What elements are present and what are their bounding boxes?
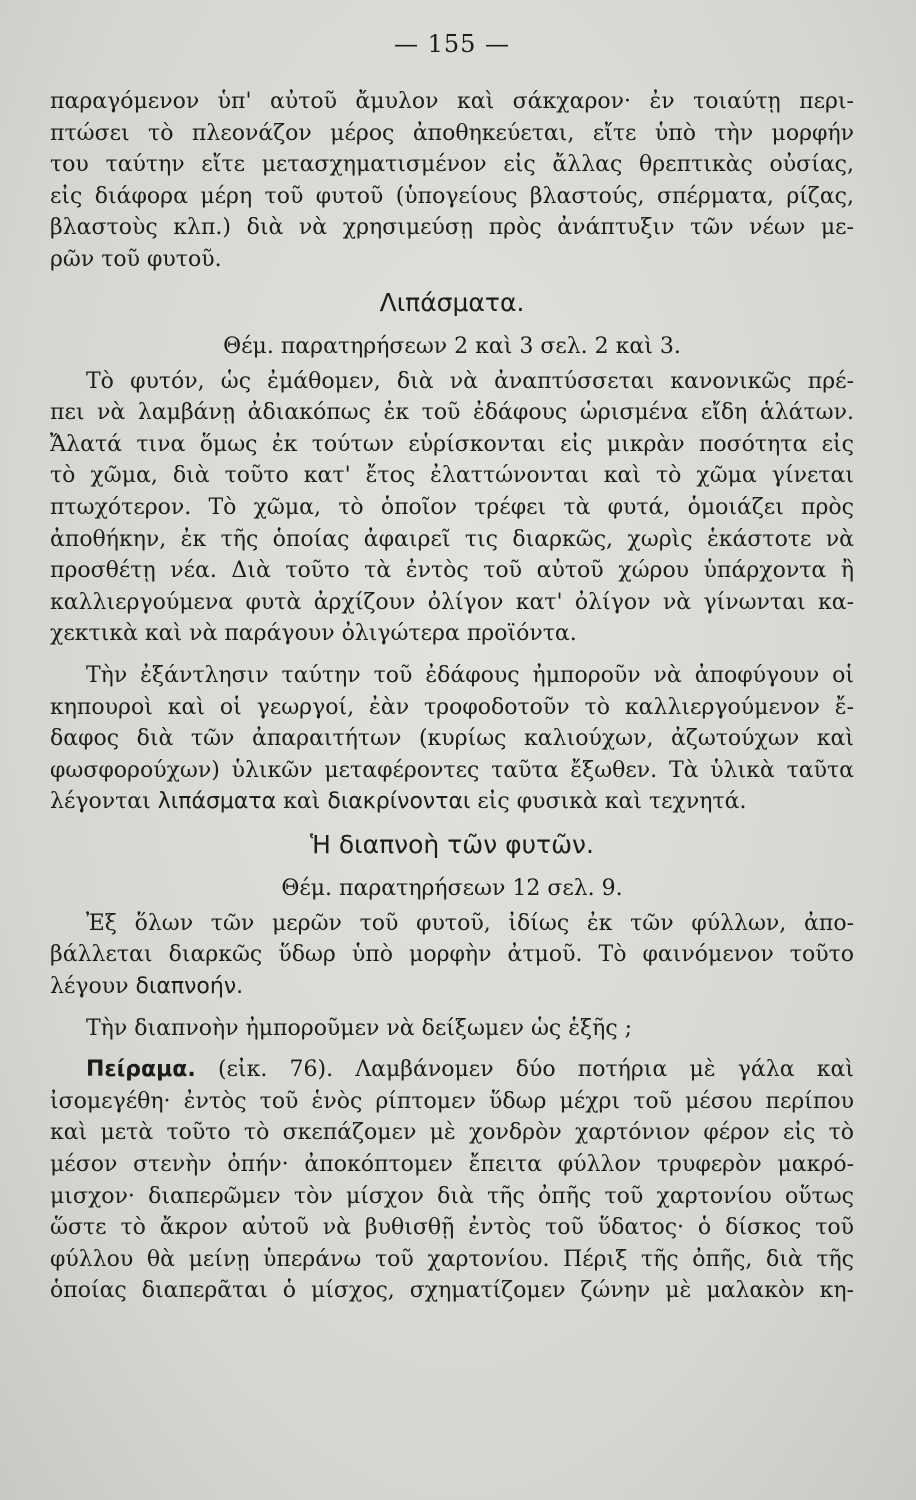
paragraph-stored-food — [50, 86, 854, 276]
section-reference-fertilizers: Θέμ. παρατηρήσεων 2 καὶ 3 σελ. 2 καὶ 3. — [223, 333, 681, 359]
term-fertilizers: λιπάσματα — [157, 789, 277, 815]
text-line: καὶ μετὰ τοῦτο τὸ σκεπάζομεν μὲ χονδρὸν χαρτόνιον φέρον εἰς τὸ — [50, 1120, 854, 1146]
text-line: ρῶν τοῦ φυτοῦ. — [50, 246, 222, 272]
paragraph-gap — [50, 1044, 854, 1054]
text-line: κηπουροὶ καὶ οἱ γεωργοί, ἐὰν τροφοδοτοῦν τὸ καλλιεργούμενον ἔ- — [50, 694, 854, 720]
section-heading-fertilizers: Λιπάσματα. — [379, 287, 525, 317]
paragraph-demonstration-intro: Τὴν διαπνοὴν ἠμποροῦμεν νὰ δείξωμεν ὡς ἑξῆς ; — [86, 1015, 633, 1041]
text-span: λέγουν — [50, 974, 136, 1000]
paragraph-transpiration-definition — [50, 908, 854, 1003]
text-span: (εἰκ. 76). Λαμβάνομεν δύο ποτήρια μὲ γάλα καὶ — [195, 1057, 854, 1083]
text-line-experiment-start — [50, 1054, 854, 1086]
paragraph-gap — [50, 1003, 854, 1013]
text-line: του ταύτην εἴτε μετασχηματισμένον εἰς ἄλλας θρεπτικὰς οὐσίας, — [50, 152, 854, 178]
text-line: πει νὰ λαμβάνῃ ἀδιακόπως ἐκ τοῦ ἐδάφους ὡρισμένα εἴδη ἁλάτων. — [50, 400, 854, 426]
experiment-label: Πείραμα. — [86, 1057, 196, 1083]
text-line: καλλιεργούμενα φυτὰ ἀρχίζουν ὀλίγον κατ' ὀλίγον νὰ γίνωνται κα- — [50, 589, 854, 615]
text-line: ἀποθήκην, ἐκ τῆς ὁποίας ἀφαιρεῖ τις διαρκῶς, χωρὶς ἑκάστοτε νὰ — [50, 526, 854, 552]
text-line: πτωχότερον. Τὸ χῶμα, τὸ ὁποῖον τρέφει τὰ φυτά, ὁμοιάζει πρὸς — [50, 494, 854, 520]
text-line: Τὴν ἐξάντλησιν ταύτην τοῦ ἐδάφους ἠμποροῦν νὰ ἀποφύγουν οἱ — [86, 662, 854, 688]
text-line: τὸ χῶμα, διὰ τοῦτο κατ' ἔτος ἐλαττώνονται καὶ τὸ χῶμα γίνεται — [50, 463, 854, 489]
text-line: Ἐξ ὅλων τῶν μερῶν τοῦ φυτοῦ, ἰδίως ἐκ τῶν φύλλων, ἀπο- — [86, 910, 854, 936]
text-span: καὶ — [276, 789, 328, 815]
term-distinguished: διακρίνονται — [327, 789, 471, 815]
text-span: λέγονται — [50, 789, 158, 815]
term-transpiration: διαπνοήν. — [135, 974, 244, 1000]
text-line: μέσον στενὴν ὀπήν· ἀποκόπτομεν ἔπειτα φύλλον τρυφερὸν μακρό- — [50, 1152, 854, 1178]
text-line: ἰσομεγέθη· ἐντὸς τοῦ ἑνὸς ρίπτομεν ὕδωρ μέχρι τοῦ μέσου περίπου — [50, 1088, 854, 1114]
text-line: Τὸ φυτόν, ὡς ἐμάθομεν, διὰ νὰ ἀναπτύσσεται κανονικῶς πρέ- — [86, 368, 854, 394]
text-line: φωσφορούχων) ὑλικῶν μεταφέροντες ταῦτα ἔξωθεν. Τὰ ὑλικὰ ταῦτα — [50, 757, 854, 783]
text-line: παραγόμενον ὑπ' αὐτοῦ ἄμυλον καὶ σάκχαρον· ἐν τοιαύτῃ περι- — [50, 89, 854, 114]
text-line: δαφος διὰ τῶν ἀπαραιτήτων (κυρίως καλιούχων, ἀζωτούχων καὶ — [50, 726, 854, 752]
text-line: βάλλεται διαρκῶς ὕδωρ ὑπὸ μορφὴν ἀτμοῦ. Τὸ φαινόμενον τοῦτο — [50, 942, 854, 968]
text-line: βλαστοὺς κλπ.) διὰ νὰ χρησιμεύσῃ πρὸς ἀνάπτυξιν τῶν νέων με- — [50, 215, 854, 241]
text-line: μισχον· διαπερῶμεν τὸν μίσχον διὰ τῆς ὀπῆς τοῦ χαρτονίου οὕτως — [50, 1183, 854, 1209]
text-span: εἰς φυσικὰ καὶ τεχνητά. — [470, 789, 747, 815]
paragraph-gap — [50, 650, 854, 660]
text-line: Ἄλατά τινα ὅμως ἐκ τούτων εὑρίσκονται εἰς μικρὰν ποσότητα εἰς — [50, 431, 854, 457]
page-number: — 155 — — [393, 30, 511, 58]
text-line: φύλλου θὰ μείνῃ ὑπεράνω τοῦ χαρτονίου. Πέριξ τῆς ὀπῆς, διὰ τῆς — [50, 1246, 854, 1272]
paragraph-experiment — [50, 1054, 854, 1307]
text-line-definition — [50, 786, 854, 818]
text-line: ὥστε τὸ ἄκρον αὐτοῦ νὰ βυθισθῇ ἐντὸς τοῦ ὕδατος· ὁ δίσκος τοῦ — [50, 1215, 854, 1241]
text-line: πτώσει τὸ πλεονάζον μέρος ἀποθηκεύεται, εἴτε ὑπὸ τὴν μορφήν — [50, 120, 854, 146]
text-line-definition — [50, 971, 854, 1003]
section-reference-transpiration: Θέμ. παρατηρήσεων 12 σελ. 9. — [281, 875, 623, 901]
text-line: ὁποίας διαπερᾶται ὁ μίσχος, σχηματίζομεν ζώνην μὲ μαλακὸν κη- — [50, 1278, 854, 1304]
text-line: εἰς διάφορα μέρη τοῦ φυτοῦ (ὑπογείους βλαστούς, σπέρματα, ρίζας, — [50, 183, 854, 209]
paragraph-soil-salts — [50, 366, 854, 650]
text-line: προσθέτῃ νέα. Διὰ τοῦτο τὰ ἐντὸς τοῦ αὐτοῦ χώρου ὑπάρχοντα ἢ — [50, 558, 854, 584]
text-line: χεκτικὰ καὶ νὰ παράγουν ὀλιγώτερα προϊόντα. — [50, 621, 577, 647]
section-heading-transpiration: Ἡ διαπνοὴ τῶν φυτῶν. — [310, 829, 594, 859]
paragraph-soil-exhaustion — [50, 660, 854, 818]
